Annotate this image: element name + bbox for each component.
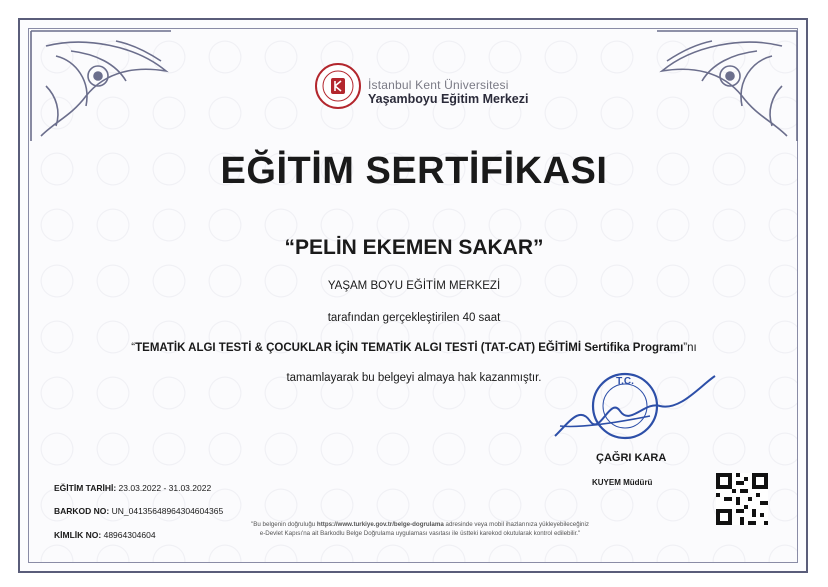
signer-name: ÇAĞRI KARA xyxy=(596,452,667,464)
date-label: EĞİTİM TARİHİ: xyxy=(54,483,117,493)
qr-code xyxy=(716,473,768,525)
hours-line: tarafından gerçekleştirilen 40 saat xyxy=(327,312,501,324)
barcode-value: UN_04135648964304604365 xyxy=(111,506,224,516)
university-logo xyxy=(314,62,362,110)
program-close-quote: ”nı xyxy=(683,342,697,354)
signer-title: KUYEM Müdürü xyxy=(592,478,653,487)
verification-text-a: "Bu belgenin doğruluğu xyxy=(251,521,317,528)
official-stamp xyxy=(550,366,720,456)
stamp-text: T.C. xyxy=(616,376,634,387)
certificate-title: EĞİTİM SERTİFİKASI xyxy=(220,150,608,192)
program-line xyxy=(0,342,828,354)
barcode-number xyxy=(54,506,223,516)
org-name: İstanbul Kent Üniversitesi xyxy=(368,78,509,92)
verification-url[interactable]: https://www.turkiye.gov.tr/belge-dogrulama xyxy=(316,521,444,528)
id-value: 48964304604 xyxy=(103,530,156,540)
verification-text-b: adresinde veya mobil ihazlarınıza yükleyebileceğiniz xyxy=(443,521,589,528)
program-open-quote: “ xyxy=(131,342,136,354)
id-number xyxy=(54,530,156,540)
verification-note xyxy=(180,520,660,538)
date-value: 23.03.2022 - 31.03.2022 xyxy=(118,483,212,493)
verification-text-line2: e-Devlet Kapısı'na ait Barkodlu Belge Doğrulama uygulaması vasıtası ile üstteki karekod okutularak kontrol edilebilir." xyxy=(259,530,581,537)
recipient-name: “PELİN EKEMEN SAKAR” xyxy=(284,236,544,259)
top-left-ornament xyxy=(26,26,176,146)
training-date xyxy=(54,483,211,493)
completion-line: tamamlayarak bu belgeyi almaya hak kazanmıştır. xyxy=(286,372,542,384)
org-subtitle: Yaşamboyu Eğitim Merkezi xyxy=(368,92,529,106)
barcode-label: BARKOD NO: xyxy=(54,506,110,516)
top-right-ornament xyxy=(652,26,802,146)
program-name: TEMATİK ALGI TESTİ & ÇOCUKLAR İÇİN TEMATİK ALGI TESTİ (TAT-CAT) EĞİTİMİ Sertifika Programı xyxy=(135,342,684,354)
id-label: KİMLİK NO: xyxy=(54,530,102,540)
center-name: YAŞAM BOYU EĞİTİM MERKEZİ xyxy=(327,280,501,292)
